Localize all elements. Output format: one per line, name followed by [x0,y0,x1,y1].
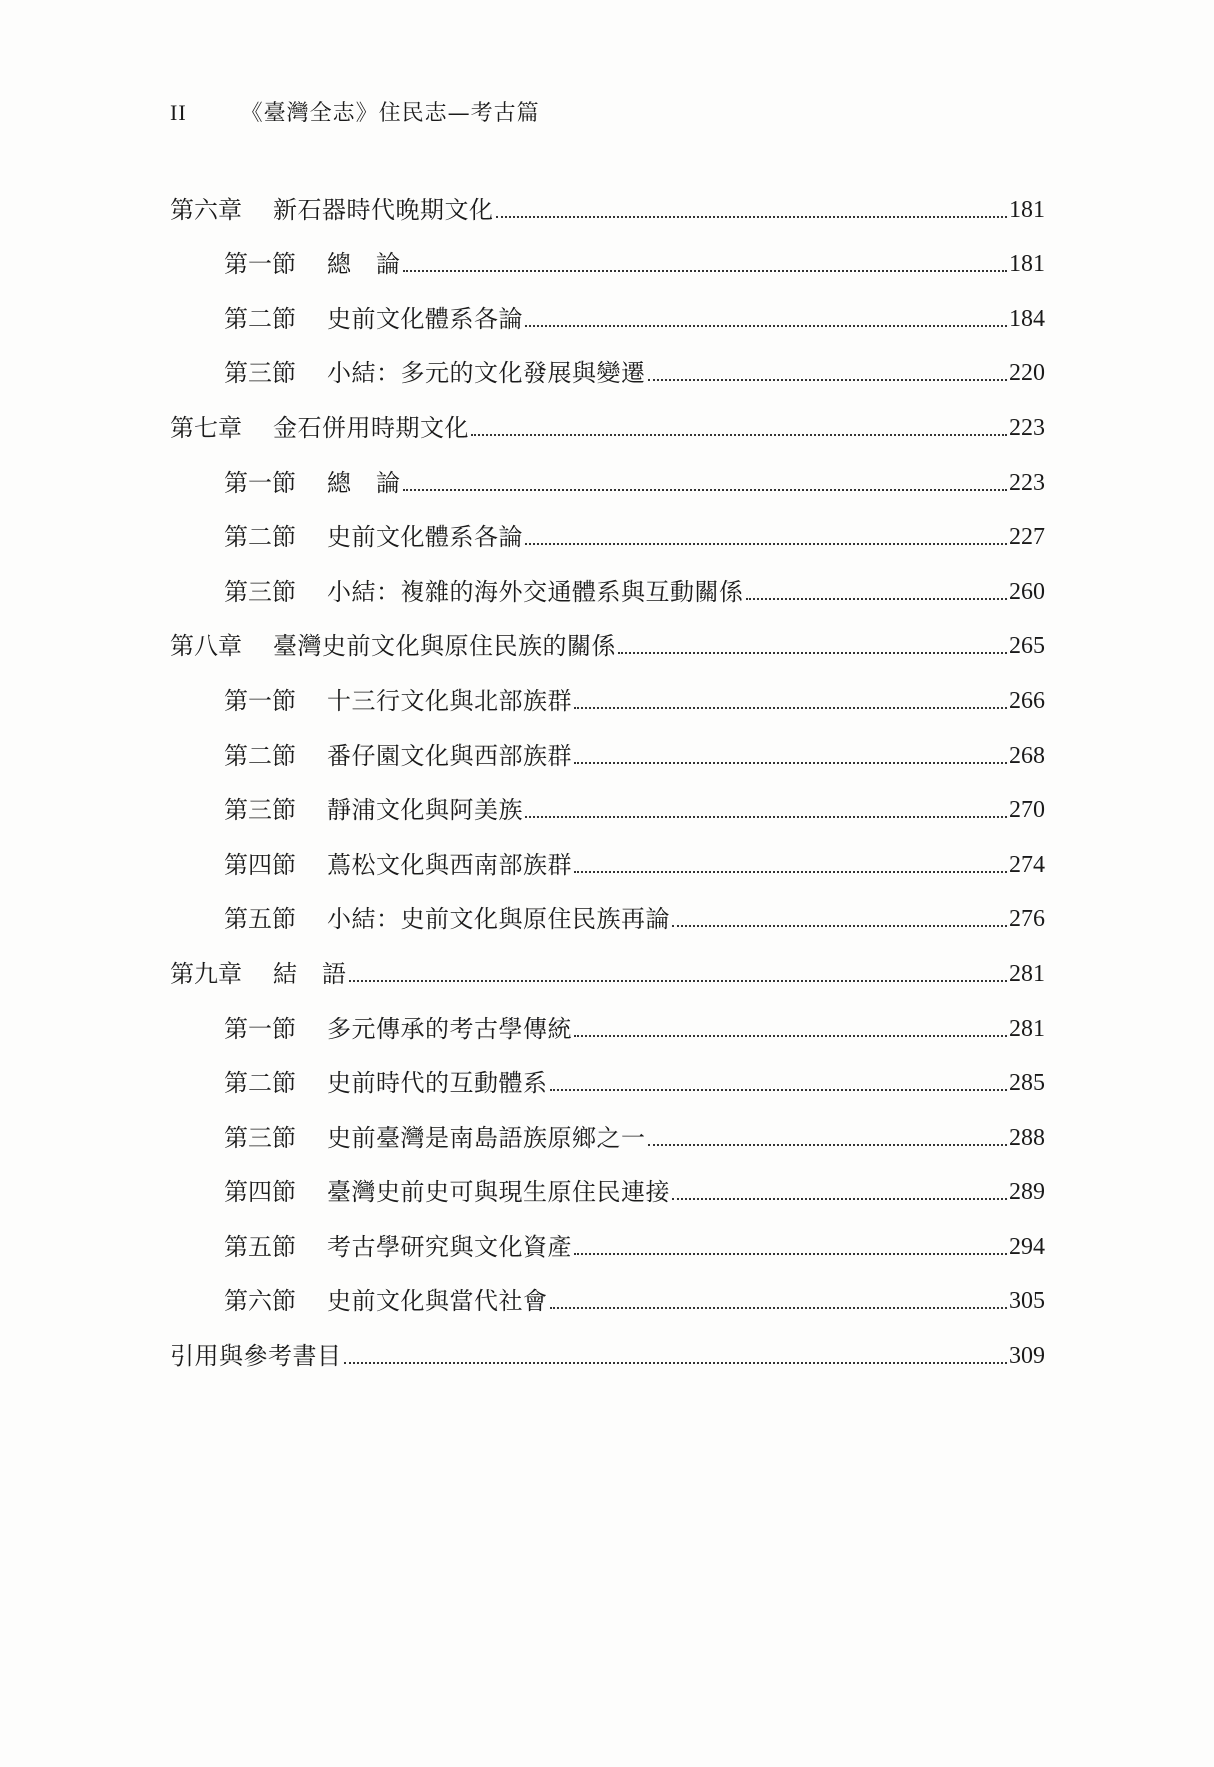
toc-entry-title: 史前文化體系各論 [327,523,523,552]
toc-page-number: 289 [1009,1179,1045,1206]
toc-page-number: 276 [1009,906,1045,933]
toc-section-row [170,716,1045,771]
toc-entry-title: 十三行文化與北部族群 [327,686,572,715]
toc-page-number: 266 [1009,687,1045,714]
toc-entry-label: 第六章 [170,195,242,224]
toc-chapter-row [170,934,1045,989]
toc-section-row [170,1044,1045,1099]
dot-leader [574,762,1007,764]
toc-entry-title: 史前文化體系各論 [327,304,523,333]
toc-page-number: 260 [1009,578,1045,605]
toc-entry-title: 結 語 [273,959,347,988]
toc-page-number: 288 [1009,1124,1045,1151]
toc-section-row [170,771,1045,826]
toc-page-number: 220 [1009,360,1045,387]
toc-entry-label: 第二節 [224,1069,296,1098]
toc-page-number: 285 [1009,1070,1045,1097]
dot-leader [746,598,1008,600]
toc-page-number: 281 [1009,1015,1045,1042]
toc-section-row [170,498,1045,553]
toc-entry-label: 第一節 [224,250,296,279]
toc-entry-label: 第二節 [224,304,296,333]
toc-entry-title: 總 論 [327,250,401,279]
toc-section-row [170,225,1045,280]
dot-leader [672,1198,1007,1200]
dot-leader [496,216,1008,218]
toc-entry-label: 第五節 [224,1232,296,1261]
toc-page-number: 270 [1009,797,1045,824]
toc-section-row [170,1262,1045,1317]
toc-page-number: 305 [1009,1288,1045,1315]
toc-entry-label: 第一節 [224,468,296,497]
toc-entry-label: 第五節 [224,905,296,934]
toc-entry-title: 小結：複雜的海外交通體系與互動關係 [327,577,744,606]
running-header [170,96,540,127]
dot-leader [574,707,1007,709]
toc-entry-label: 第四節 [224,850,296,879]
toc-entry-label: 第一節 [224,1014,296,1043]
toc-entry-title: 蔦松文化與西南部族群 [327,850,572,879]
toc-section-row [170,279,1045,334]
dot-leader [403,270,1008,272]
toc-entry-title: 新石器時代晚期文化 [273,195,494,224]
toc-page-number: 181 [1009,196,1045,223]
toc-section-row [170,989,1045,1044]
toc-entry-title: 臺灣史前史可與現生原住民連接 [327,1178,670,1207]
toc-section-row [170,661,1045,716]
toc-entry-label: 第七章 [170,413,242,442]
dot-leader [550,1307,1008,1309]
dot-leader [618,652,1007,654]
toc-reference-row [170,1316,1045,1371]
toc-entry-label: 第九章 [170,959,242,988]
toc-section-row [170,443,1045,498]
toc-section-row [170,334,1045,389]
header-page-number: II [170,100,187,125]
dot-leader [403,489,1008,491]
toc-entry-title: 考古學研究與文化資產 [327,1232,572,1261]
dot-leader [574,871,1007,873]
toc-section-row [170,1153,1045,1208]
toc-entry-title: 小結：史前文化與原住民族再論 [327,905,670,934]
toc-entry-title: 引用與參考書目 [170,1342,342,1371]
toc-entry-label: 第三節 [224,577,296,606]
toc-page-number: 274 [1009,851,1045,878]
dot-leader [349,980,1008,982]
dot-leader [471,434,1007,436]
dot-leader [525,325,1007,327]
toc-entry-title: 總 論 [327,468,401,497]
toc-page-number: 309 [1009,1343,1045,1370]
toc-entry-title: 靜浦文化與阿美族 [327,796,523,825]
toc-section-row [170,880,1045,935]
dot-leader [672,925,1007,927]
dot-leader [525,816,1007,818]
toc-page-number: 294 [1009,1233,1045,1260]
dot-leader [648,1144,1008,1146]
dot-leader [525,543,1007,545]
toc-page-number: 268 [1009,742,1045,769]
toc-entry-title: 史前臺灣是南島語族原鄉之一 [327,1123,646,1152]
toc-chapter-row [170,388,1045,443]
toc-section-row [170,1098,1045,1153]
toc-chapter-row [170,607,1045,662]
toc-page-number: 223 [1009,414,1045,441]
toc-entry-title: 番仔園文化與西部族群 [327,741,572,770]
toc-entry-label: 第三節 [224,796,296,825]
dot-leader [574,1253,1007,1255]
toc-page-number: 184 [1009,305,1045,332]
toc-page-number: 181 [1009,251,1045,278]
toc-section-row [170,552,1045,607]
toc-entry-label: 第二節 [224,741,296,770]
toc-entry-label: 第二節 [224,523,296,552]
toc-entry-title: 多元傳承的考古學傳統 [327,1014,572,1043]
toc-entry-title: 小結：多元的文化發展與變遷 [327,359,646,388]
toc-page-number: 227 [1009,524,1045,551]
toc-entry-label: 第八章 [170,632,242,661]
table-of-contents [170,170,1045,1371]
toc-section-row [170,825,1045,880]
header-book-title: 《臺灣全志》住民志—考古篇 [240,101,540,126]
toc-entry-label: 第四節 [224,1178,296,1207]
dot-leader [574,1035,1007,1037]
toc-entry-label: 第一節 [224,686,296,715]
toc-chapter-row [170,170,1045,225]
toc-entry-title: 金石併用時期文化 [273,413,469,442]
toc-page-number: 265 [1009,633,1045,660]
dot-leader [344,1362,1008,1364]
toc-page-number: 281 [1009,960,1045,987]
dot-leader [550,1089,1008,1091]
toc-entry-label: 第三節 [224,1123,296,1152]
toc-entry-title: 史前文化與當代社會 [327,1287,548,1316]
toc-page-number: 223 [1009,469,1045,496]
toc-entry-label: 第三節 [224,359,296,388]
toc-entry-title: 臺灣史前文化與原住民族的關係 [273,632,616,661]
toc-entry-title: 史前時代的互動體系 [327,1069,548,1098]
toc-section-row [170,1207,1045,1262]
toc-entry-label: 第六節 [224,1287,296,1316]
dot-leader [648,379,1008,381]
